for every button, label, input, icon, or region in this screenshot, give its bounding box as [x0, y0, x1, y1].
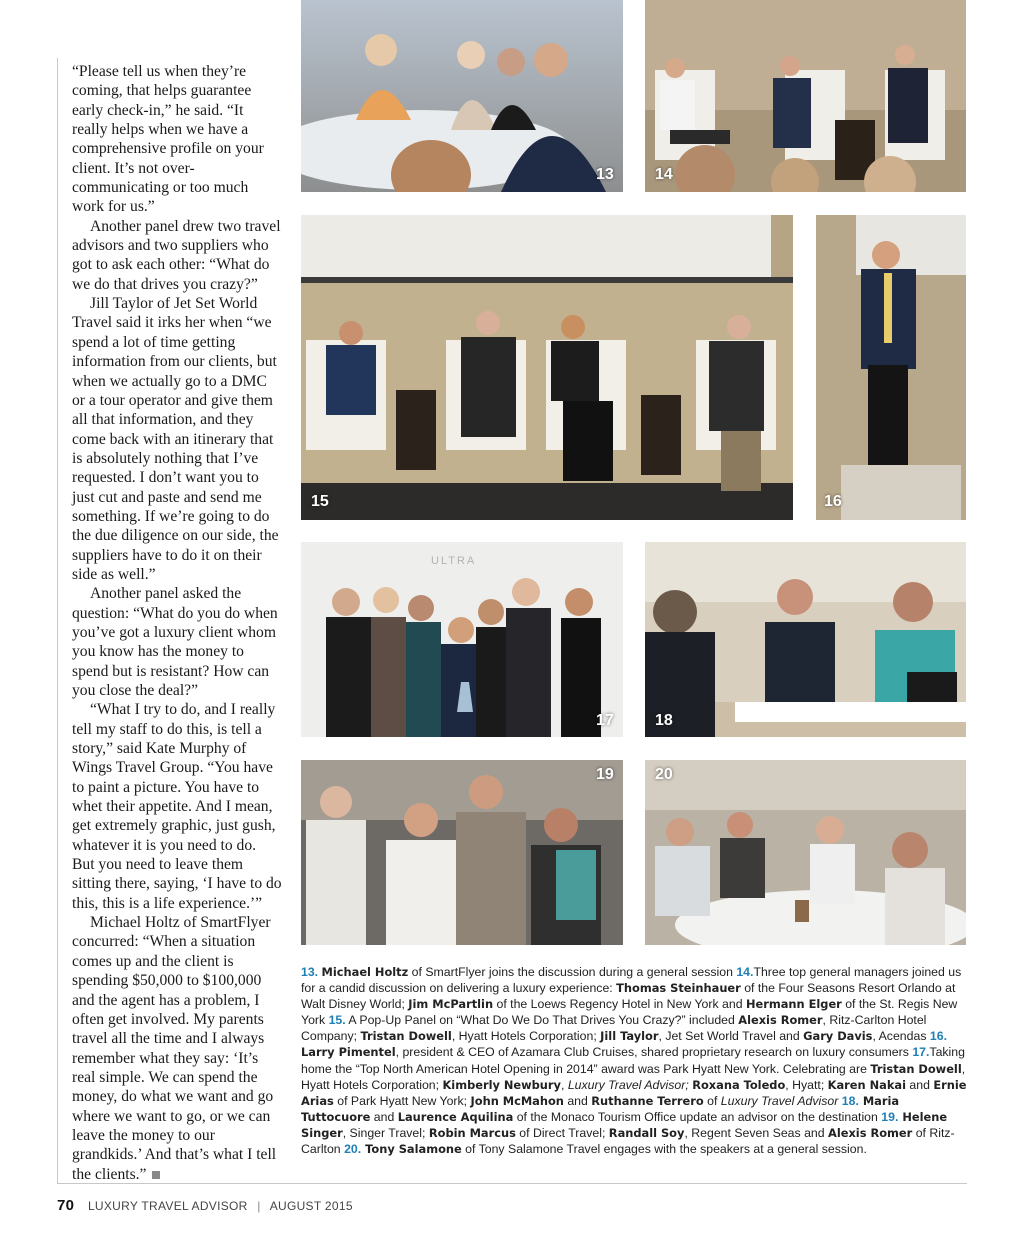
caption-name: Randall Soy: [608, 1125, 685, 1140]
caption-number: 14.: [736, 965, 754, 979]
caption-text: , Hyatt Hotels Corporation;: [301, 1061, 966, 1092]
photo-number: 17: [596, 712, 614, 729]
caption-name: Kimberly Newbury: [442, 1077, 561, 1092]
left-column-rule: [57, 58, 58, 1183]
caption-name: Jill Taylor: [600, 1029, 659, 1044]
page-number: 70: [57, 1197, 75, 1214]
caption-text: of the Loews Regency Hotel in New York and: [493, 997, 746, 1012]
caption-number: 16.: [929, 1029, 947, 1044]
caption-name: Gary Davis: [803, 1029, 873, 1044]
caption-name: Alexis Romer: [828, 1125, 913, 1140]
caption-text: , Regent Seven Seas and: [684, 1125, 829, 1140]
caption-name: Laurence Aquilina: [397, 1109, 514, 1124]
page-footer: [57, 1197, 353, 1214]
photo-number: 19: [596, 766, 614, 783]
photo-number: 13: [596, 166, 614, 183]
caption-name: Karen Nakai: [827, 1077, 906, 1092]
caption-text: of Direct Travel;: [515, 1125, 609, 1140]
caption-text: ,: [560, 1077, 568, 1092]
photo-number: 18: [655, 712, 673, 729]
photo-number: 16: [824, 493, 842, 510]
caption-text: of Tony Salamone Travel engages with the speakers at a general session.: [461, 1142, 867, 1157]
caption-italic: Luxury Travel Advisor: [720, 1093, 839, 1108]
caption-text: of the St. Regis New York: [301, 997, 958, 1028]
caption-text: A Pop-Up Panel on “What Do We Do That Drives You Crazy?” included: [345, 1013, 739, 1028]
caption-name: Larry Pimentel: [301, 1045, 396, 1060]
caption-text: , Acendas: [872, 1029, 930, 1044]
photo-18: [645, 542, 966, 737]
photo-captions: [301, 964, 969, 1157]
caption-number: 18.: [841, 1093, 859, 1108]
caption-text: , Hyatt;: [785, 1077, 828, 1092]
caption-text: and: [906, 1077, 934, 1092]
caption-name: Tristan Dowell: [870, 1061, 962, 1076]
body-paragraph: Jill Taylor of Jet Set World Travel said it irks her when “we spend a lot of time getting information from our clients, but when we actually go to a DMC or a tour operator and give them all that information, and they come back with an itinerary that is absolutely nothing that I’ve requested. I don’t want you to just cut and paste and send me something. If we’re going to do the due diligence on our side, the suppliers have to do it on their side as well.”: [72, 295, 279, 583]
caption-name: Robin Marcus: [428, 1125, 516, 1140]
photo-number: 14: [655, 166, 673, 183]
caption-name: John McMahon: [470, 1093, 564, 1108]
caption-text: and: [563, 1093, 592, 1108]
caption-text: of Park Hyatt New York;: [333, 1093, 471, 1108]
caption-name: Maria Tuttocuore: [301, 1093, 900, 1124]
caption-number: 13.: [301, 965, 319, 979]
body-paragraph: Another panel asked the question: “What do you do when you’ve got a luxury client whom you know has the money to spend but is resistant? How can you close the deal?”: [72, 585, 278, 699]
caption-name: Ruthanne Terrero: [591, 1093, 704, 1108]
photo-number: 15: [311, 493, 329, 510]
caption-text: , Ritz-Carlton Hotel Company;: [301, 1013, 927, 1044]
caption-text: , Hyatt Hotels Corporation;: [451, 1029, 601, 1044]
issue-date: AUGUST 2015: [269, 1199, 353, 1213]
caption-text: Three top general managers joined us for a candid discussion on delivering a luxury experience:: [301, 965, 962, 996]
caption-name: Roxana Toledo: [692, 1077, 786, 1092]
caption-text: of the Monaco Tourism Office update an advisor on the destination: [513, 1109, 882, 1124]
article-body: [72, 62, 282, 1184]
caption-text: of SmartFlyer joins the discussion during a general session: [408, 965, 737, 979]
footer-rule: [57, 1183, 967, 1184]
caption-name: Jim McPartlin: [408, 997, 494, 1012]
caption-name: Thomas Steinhauer: [616, 981, 741, 996]
photo-16: [816, 215, 966, 520]
photo-14: [645, 0, 966, 192]
body-paragraph: [72, 913, 282, 1184]
photo-number: 20: [655, 766, 673, 783]
publication-name: LUXURY TRAVEL ADVISOR: [87, 1199, 248, 1213]
backdrop-logo-text: ULTRA: [431, 555, 477, 567]
photo-15: [301, 215, 793, 520]
photo-13: [301, 0, 623, 192]
caption-name: Ernie Arias: [301, 1077, 967, 1108]
caption-name: Tony Salamone: [361, 1142, 462, 1157]
caption-name: Tristan Dowell: [360, 1029, 452, 1044]
caption-name: Alexis Romer: [738, 1013, 823, 1028]
caption-name: Helene Singer: [301, 1109, 948, 1140]
photo-20: [645, 760, 966, 945]
body-paragraph: “Please tell us when they’re coming, that helps guarantee early check-in,” he said. “It really helps when we have a comprehensive profile on your client. It’s not over-communicating or too much work for us.”: [72, 63, 264, 216]
caption-name: Hermann Elger: [745, 997, 842, 1012]
end-of-article-mark: [152, 1171, 160, 1179]
caption-number: 19.: [881, 1109, 899, 1124]
body-paragraph-text: Michael Holtz of SmartFlyer concurred: “When a situation comes up and the client is spending $50,000 to $100,000 and the agent has a problem, I often get involved. My parents travel all the time and I always remember what they say: ‘It’s real simple. We can spend the money, do what we want and go where we want to go, or we can leave the money to our grandkids.’ And that’s what I tell the clients.”: [72, 914, 277, 1183]
caption-number: 17.: [912, 1045, 930, 1060]
caption-text: of the Four Seasons Resort Orlando at Walt Disney World;: [301, 981, 956, 1012]
body-paragraph: “What I try to do, and I really tell my staff to do this, is tell a story,” said Kate Murphy of Wings Travel Group. “You have to paint a picture. You have to whet their appetite. And I mean, get extremely graphic, just gush, whatever it is you need to do. But you need to leave them sitting there, saying, ‘I have to do this, this is a life experience.’”: [72, 701, 282, 912]
photo-17: [301, 542, 623, 737]
caption-text: , Jet Set World Travel and: [658, 1029, 804, 1044]
caption-text: Taking home the “Top North American Hotel Opening in 2014” award was Park Hyatt New York. Celebrating are: [301, 1045, 965, 1076]
caption-italic: Luxury Travel Advisor;: [567, 1077, 689, 1092]
caption-number: 15.: [328, 1013, 346, 1028]
caption-text: of: [703, 1093, 721, 1108]
caption-text: , president & CEO of Azamara Club Cruises, shared proprietary research on luxury consumers: [395, 1045, 913, 1060]
footer-separator: |: [257, 1199, 261, 1213]
caption-name: Michael Holtz: [321, 965, 409, 979]
caption-number: 20.: [344, 1142, 362, 1157]
photo-19: [301, 760, 623, 945]
caption-text: and: [370, 1109, 398, 1124]
body-paragraph: Another panel drew two travel advisors and two suppliers who got to ask each other: “What do we do that drives you crazy?”: [72, 217, 281, 293]
caption-text: of Ritz-Carlton: [301, 1125, 955, 1157]
caption-text: , Singer Travel;: [342, 1125, 429, 1140]
